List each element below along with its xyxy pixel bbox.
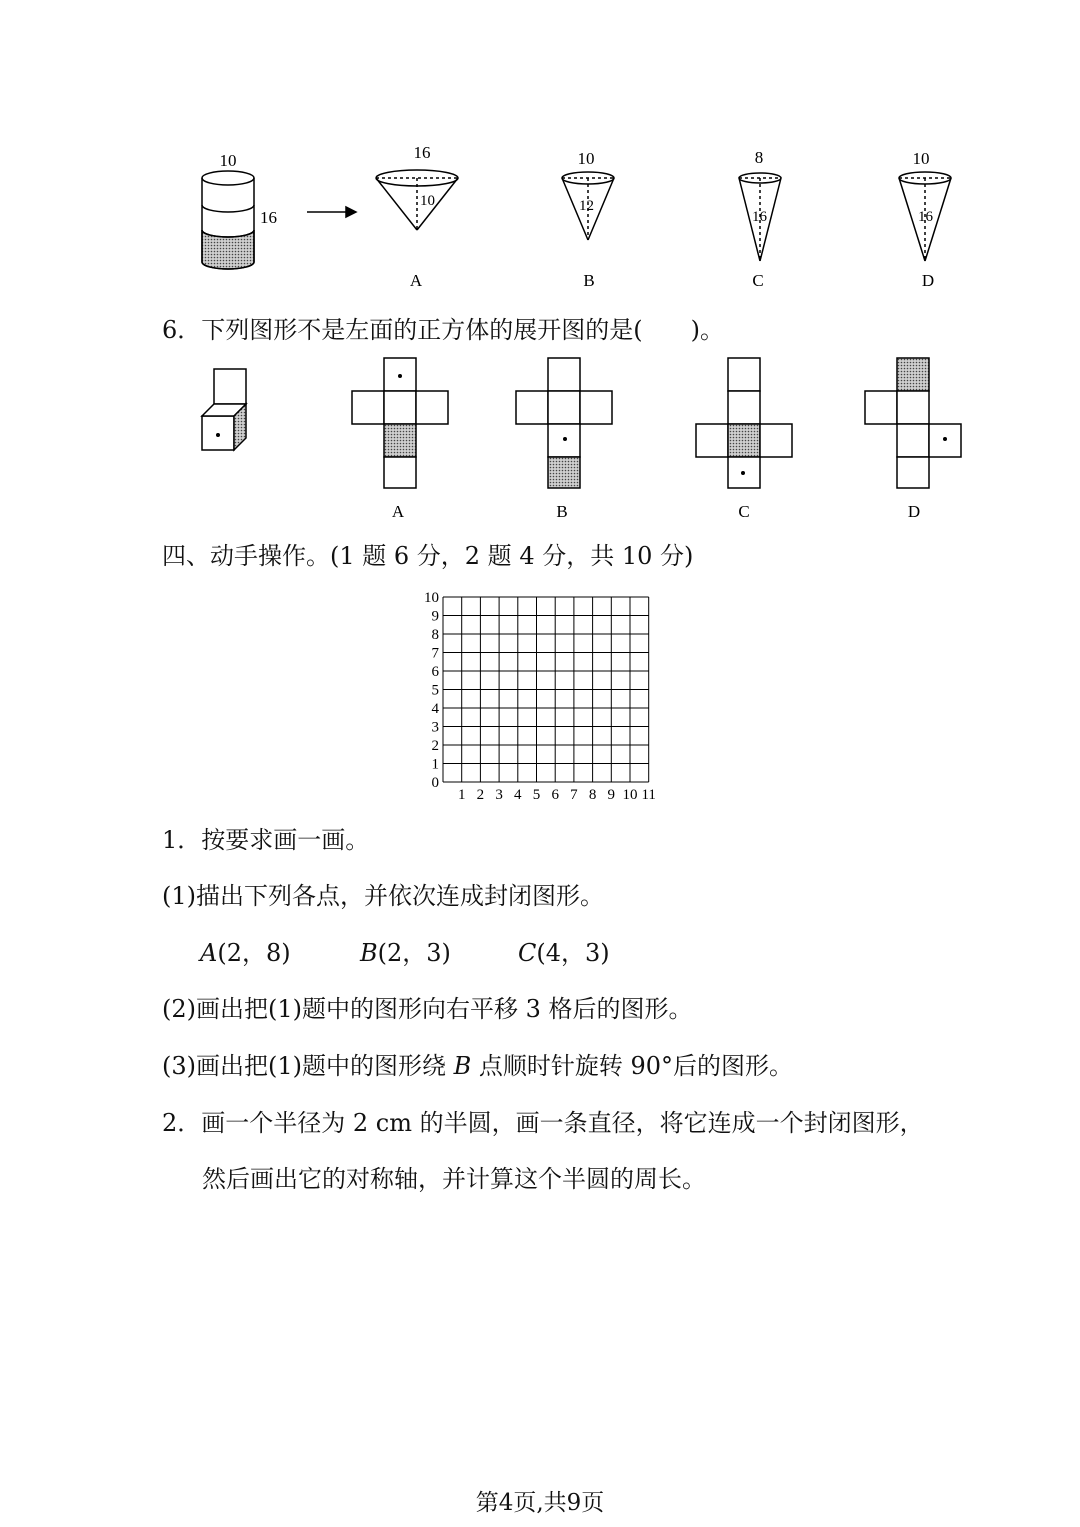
point-c: C(4，3) [518, 939, 610, 967]
grid-y-tick-label: 1 [431, 756, 439, 773]
coordinate-grid [410, 588, 670, 808]
cube-shape [202, 369, 246, 450]
grid-x-tick-label: 5 [532, 787, 541, 803]
cone-d-option-label: D [921, 271, 935, 290]
point-a: A(2，8) [200, 939, 291, 967]
cone-c-height-label: 16 [752, 209, 767, 225]
cone-b-option-label: B [583, 271, 595, 290]
grid-y-labels [424, 590, 440, 791]
cone-b-top-label: 10 [577, 149, 595, 168]
grid-x-tick-label: 4 [514, 787, 522, 803]
grid-x-tick-label: 10 [622, 787, 638, 803]
grid-y-tick-label: 10 [424, 590, 439, 606]
point-list [200, 938, 610, 968]
grid-y-tick-label: 7 [431, 645, 439, 662]
point-b: B(2，3) [360, 939, 451, 967]
problem-1-part-3: (3)画出把(1)题中的图形绕 B 点顺时针旋转 90°后的图形。 [162, 1052, 794, 1080]
grid-y-tick-label: 5 [431, 682, 439, 699]
net-b [516, 358, 612, 488]
cone-d-top-label: 10 [912, 149, 930, 168]
grid-lines [443, 597, 649, 782]
cylinder-shape [202, 171, 254, 269]
question-6-text: 6．下列图形不是左面的正方体的展开图的是( )。 [162, 316, 724, 344]
grid-x-tick-label: 11 [641, 787, 656, 803]
cylinder-diameter-label: 10 [219, 151, 237, 170]
net-d [865, 358, 961, 488]
grid-y-tick-label: 3 [431, 719, 439, 736]
cone-b-height-label: 12 [579, 198, 594, 214]
problem-1-title: 1．按要求画一画。 [162, 826, 370, 854]
cone-options-figure [0, 130, 1080, 300]
cone-a-height-label: 10 [420, 193, 435, 209]
arrow-icon [307, 207, 356, 217]
cone-a [376, 170, 458, 230]
grid-x-tick-label: 1 [457, 787, 466, 803]
cone-a-top-label: 16 [413, 143, 431, 162]
problem-2-line-2: 然后画出它的对称轴，并计算这个半圆的周长。 [202, 1165, 706, 1193]
grid-y-tick-label: 4 [431, 701, 439, 717]
problem-1-part-2: (2)画出把(1)题中的图形向右平移 3 格后的图形。 [162, 995, 693, 1023]
grid-x-tick-label: 9 [607, 787, 616, 803]
net-b-label: B [556, 502, 568, 521]
net-a-label: A [391, 502, 405, 521]
cone-c-top-label: 8 [754, 148, 764, 167]
grid-x-tick-label: 7 [570, 787, 578, 803]
net-c [696, 358, 792, 488]
cone-d-height-label: 16 [918, 209, 933, 225]
grid-x-labels [458, 787, 656, 803]
grid-y-tick-label: 9 [431, 608, 439, 625]
cylinder-height-label: 16 [260, 208, 277, 227]
grid-x-tick-label: 2 [476, 787, 485, 803]
grid-x-tick-label: 8 [588, 787, 597, 803]
grid-x-tick-label: 3 [495, 787, 503, 803]
problem-1-part-1: (1)描出下列各点，并依次连成封闭图形。 [162, 882, 604, 910]
net-d-label: D [907, 502, 921, 521]
grid-y-tick-label: 0 [431, 775, 439, 791]
page-number: 第4页,共9页 [475, 1490, 605, 1516]
problem-2-line-1: 2．画一个半径为 2 cm 的半圆，画一条直径，将它连成一个封闭图形， [162, 1109, 924, 1137]
grid-y-tick-label: 8 [431, 627, 439, 643]
grid-x-tick-label: 6 [551, 787, 559, 803]
cone-c-option-label: C [752, 271, 764, 290]
grid-y-tick-label: 2 [431, 738, 439, 754]
grid-y-tick-label: 6 [431, 664, 439, 680]
cube-nets-figure [0, 355, 1080, 525]
net-c-label: C [738, 502, 750, 521]
section-4-heading: 四、动手操作。(1 题 6 分，2 题 4 分，共 10 分) [162, 542, 694, 570]
net-a [352, 358, 448, 488]
cone-a-option-label: A [409, 271, 423, 290]
